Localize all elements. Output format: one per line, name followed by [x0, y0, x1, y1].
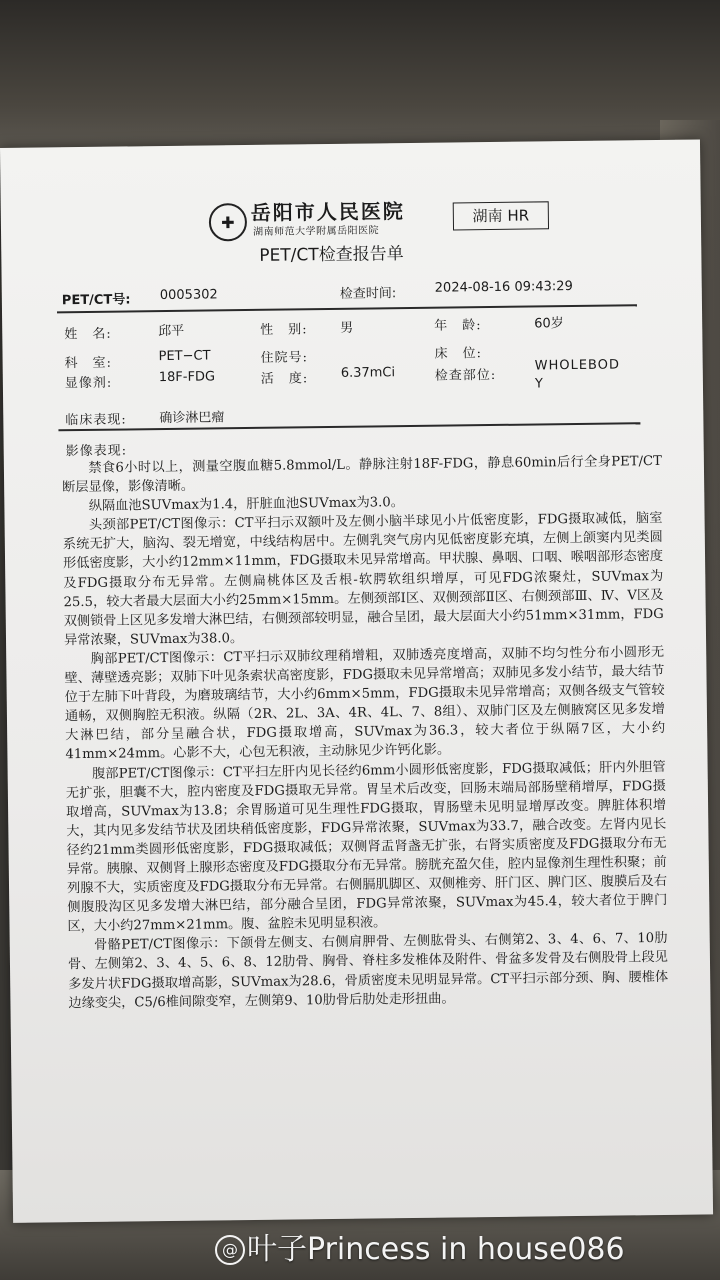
at-sign-icon: @	[215, 1235, 245, 1265]
findings-heading: 影像表现:	[65, 443, 128, 460]
hospital-emblem-icon: ✚	[209, 203, 247, 241]
watermark-text: 叶子Princess in house086	[247, 1232, 625, 1267]
bed-label: 床 位:	[434, 346, 483, 362]
findings-body	[62, 452, 669, 1013]
region-value-line1: WHOLEBOD	[534, 357, 621, 374]
exam-time-value: 2024-08-16 09:43:29	[434, 279, 573, 296]
watermark	[215, 1224, 625, 1268]
background-top	[0, 0, 720, 150]
patient-name-label: 姓 名:	[64, 326, 112, 343]
activity-value: 6.37mCi	[340, 365, 396, 381]
dept-value: PET−CT	[158, 348, 211, 365]
patient-sex-label: 性 别:	[260, 322, 308, 338]
hospital-subtitle: 湖南师范大学附属岳阳医院	[252, 225, 380, 238]
clinical-label: 临床表现:	[65, 412, 127, 429]
inpatient-label: 住院号:	[260, 350, 309, 366]
hospital-stamp: 湖南 HR	[453, 201, 549, 230]
region-value-line2: Y	[534, 376, 543, 392]
patient-sex-value: 男	[340, 320, 354, 336]
report-paper	[0, 139, 713, 1222]
region-label: 检查部位:	[434, 367, 497, 384]
findings-paragraph: 腹部PET/CT图像示：CT平扫左肝内见长径约6mm小圆形低密度影，FDG摄取减低；肝内外胆管无扩张，胆囊不大，腔内密度及FDG摄取无异常。胃呈术后改变，回肠末端局部肠壁稍增厚，FDG摄取增高，SUVmax为13.8；余胃肠道可见生理性FDG摄取，胃肠壁未见明显增厚改变。脾脏体积增大，其内见多发结节状及团块稍低密度影，FDG异常浓聚，SUVmax为33.7，融合改变。左肾内见长径约21mm类圆形低密度影，FDG摄取减低；双侧肾盂肾盏无扩张，右肾实质密度及FDG摄取分布无异常。胰腺、双侧肾上腺形态密度及FDG摄取分布无异常。膀胱充盈欠佳，腔内显像剂生理性积聚；前列腺不大，实质密度及FDG摄取分布无异常。右侧膈肌脚区、双侧椎旁、肝门区、脾门区、腹膜后及右侧腹股沟区见多发增大淋巴结，部分融合呈团，FDG异常浓聚，SUVmax为45.4，较大者位于脾门区，大小约27mm×21mm。腹、盆腔未见明显积液。	[65, 759, 668, 935]
exam-no-label: PET/CT号:	[61, 292, 131, 309]
divider-bottom	[58, 422, 640, 431]
exam-no-value: 0005302	[159, 287, 218, 304]
exam-time-label: 检查时间:	[339, 286, 397, 302]
clinical-value: 确诊淋巴瘤	[159, 410, 225, 427]
patient-age-label: 年 龄:	[434, 318, 482, 334]
findings-paragraph: 骨骼PET/CT图像示：下颌骨左侧支、右侧肩胛骨、左侧肱骨头、右侧第2、3、4、6、7、10肋骨、左侧第2、3、4、5、6、8、12肋骨、胸骨、脊柱多发椎体及附件、骨盆多发骨及右侧股骨上段见多发片状FDG摄取增高影，SUVmax为28.6，骨质密度未见明显异常。CT平扫示部分颈、胸、腰椎体边缘变尖，C5/6椎间隙变窄，左侧第9、10肋骨后肋处走形扭曲。	[67, 931, 669, 1011]
findings-paragraph: 头颈部PET/CT图像示：CT平扫示双额叶及左侧小脑半球见小片低密度影，FDG摄取减低，脑室系统无扩大，脑沟、裂无增宽，中线结构居中。左侧乳突气房内见低密度影充填，左侧上颌窦内见类圆形低密度影，大小约12mm×11mm，FDG摄取未见异常增高。甲状腺、鼻咽、口咽、喉咽部形态密度及FDG摄取分布无异常。左侧扁桃体区及舌根-软腭软组织增厚，可见FDG浓聚灶，SUVmax为25.5，较大者最大层面大小约25mm×15mm。左侧颈部Ⅰ区、双侧颈部Ⅱ区、右侧颈部Ⅲ、Ⅳ、Ⅴ区及双侧锁骨上区见多发增大淋巴结，右侧颈部较明显，融合呈团，最大层面大小约51mm×31mm，FDG异常浓聚，SUVmax为38.0。	[62, 511, 664, 649]
activity-label: 活 度:	[260, 371, 309, 387]
dept-label: 科 室:	[64, 355, 113, 372]
findings-paragraph: 禁食6小时以上，测量空腹血糖5.8mmol/L。静脉注射18F-FDG，静息60min后行全身PET/CT断层显像，影像清晰。	[62, 453, 662, 496]
patient-name-value: 邱平	[158, 323, 185, 340]
hospital-name: 岳阳市人民医院	[250, 199, 405, 225]
report-title: PET/CT检查报告单	[259, 244, 404, 266]
findings-paragraph: 纵隔血池SUVmax为1.4，肝脏血池SUVmax为3.0。	[88, 495, 405, 515]
findings-paragraph: 胸部PET/CT图像示：CT平扫示双肺纹理稍增粗，双肺透亮度增高，双肺不均匀性分布小圆形无壁、薄壁透亮影；双肺下叶见条索状高密度影，FDG摄取未见异常增高；双肺见多发小结节，最大结节位于左肺下叶背段，为磨玻璃结节，大小约6mm×5mm，FDG摄取未见异常增高；双侧各级支气管较通畅，双侧胸腔无积液。纵隔（2R、2L、3A、4R、4L、7、8组）、双肺门区及左侧腋窝区见多发增大淋巴结，部分呈融合状，FDG摄取增高，SUVmax为36.3，较大者位于纵隔7区，大小约41mm×24mm。心影不大，心包无积液，主动脉见少许钙化影。	[64, 644, 666, 763]
agent-value: 18F-FDG	[158, 369, 216, 386]
agent-label: 显像剂:	[64, 375, 113, 392]
patient-age-value: 60岁	[534, 316, 564, 332]
